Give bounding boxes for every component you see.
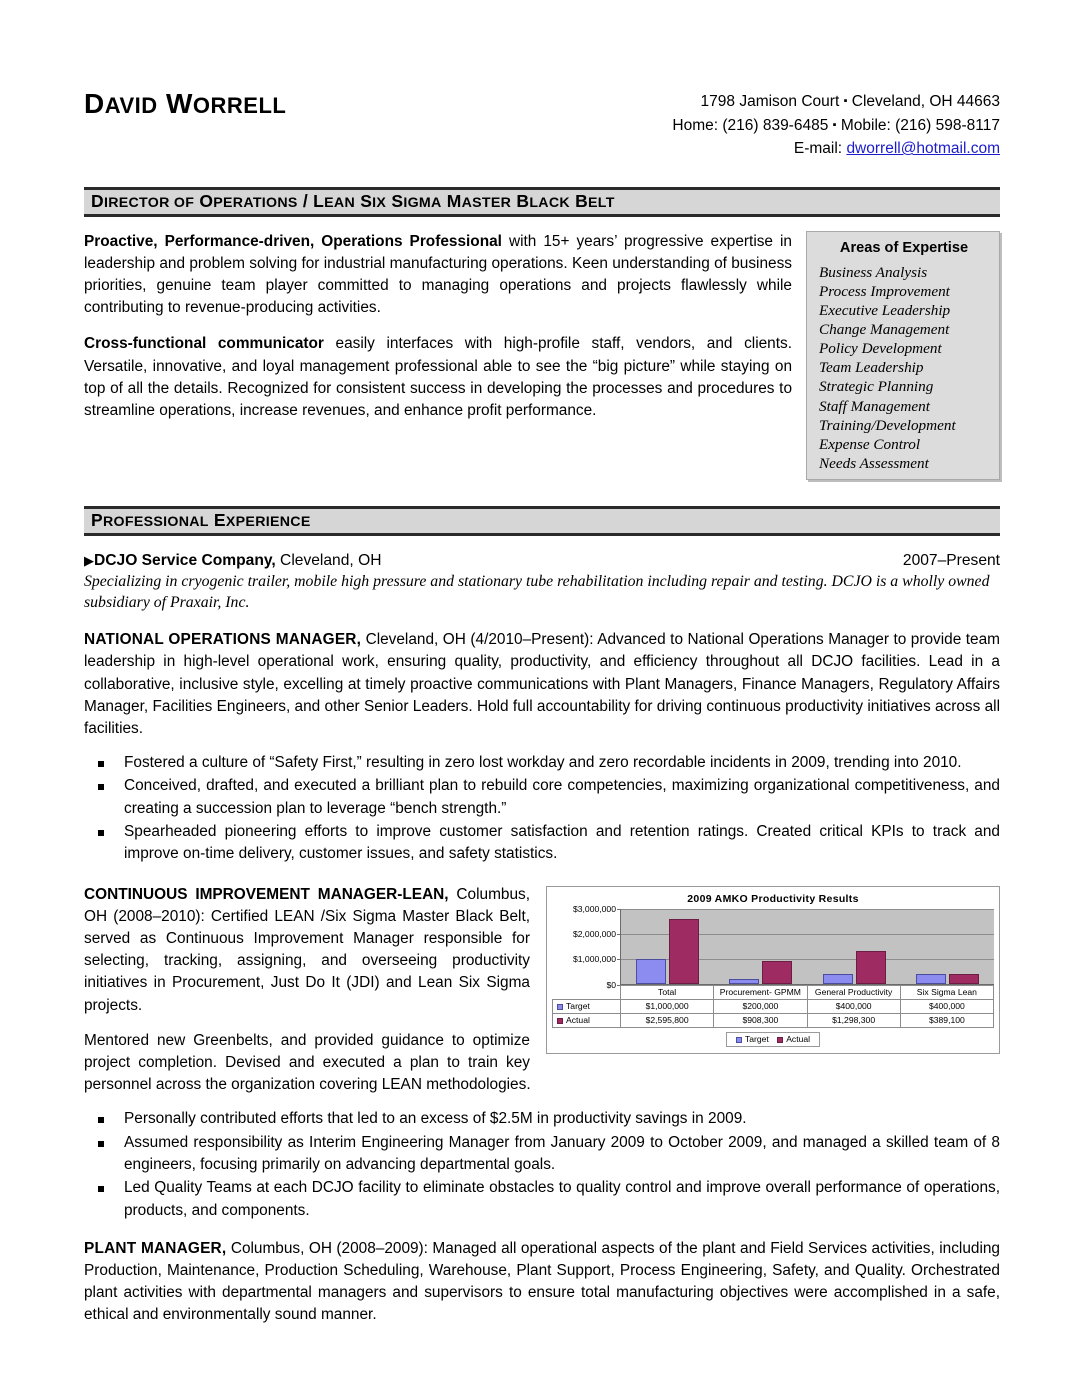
column-header: Procurement- GPMM: [714, 985, 807, 999]
areas-of-expertise-title: Areas of Expertise: [839, 239, 969, 256]
role1-bullet-list: [84, 752, 1000, 866]
bar-target: [823, 974, 853, 984]
role-body: Columbus, OH (2008–2010): Certified LEAN /Six Sigma Master Black Belt, served as Continuous Improvement Manager responsible for selecting, tracking, assigning, and overseeing productivity initiatives in Procurement, Just Do It (JDI) and Lean Six Sigma projects.: [84, 885, 531, 1014]
list-item: Expense Control: [819, 435, 921, 453]
y-tick-label: $3,000,000: [572, 903, 616, 914]
summary-p1-body: with 15+ years’ progressive expertise in leadership and problem solving for industrial manufacturing operations. Keen understanding of business priorities, genuine team player committed to managing operations and projects flawlessly while contributing to revenue-producing activities.: [84, 232, 792, 317]
contact-email-line: [672, 137, 1000, 161]
legend-label: Actual: [786, 1033, 811, 1044]
column-header: General Productivity: [807, 985, 900, 999]
table-cell: $908,300: [714, 1013, 807, 1027]
company-header: [84, 552, 1000, 570]
bullet-separator-icon: ▪: [832, 118, 837, 131]
bar-target: [636, 959, 666, 984]
list-item: Needs Assessment: [819, 455, 929, 473]
bar-target: [916, 974, 946, 984]
actual-swatch-icon: [777, 1037, 783, 1043]
chart-y-axis: [552, 903, 620, 990]
summary-paragraph-1: [84, 231, 792, 320]
target-swatch-icon: [736, 1037, 742, 1043]
bar-actual: [949, 974, 979, 984]
chart-category-group: [621, 909, 714, 984]
bar-actual: [762, 961, 792, 984]
candidate-name: DAVID WORRELL: [84, 88, 287, 119]
list-item: Team Leadership: [819, 359, 924, 377]
chart-data-table: [552, 985, 994, 1028]
role-title: PLANT MANAGER,: [84, 1239, 227, 1257]
chart-title: 2009 AMKO Productivity Results: [687, 892, 859, 905]
city-state-zip: Cleveland, OH 44663: [851, 93, 1000, 110]
resume-header: [84, 0, 1000, 161]
list-item: Process Improvement: [819, 282, 950, 300]
contact-address-line: [672, 90, 1000, 114]
areas-of-expertise-list: [819, 263, 989, 474]
chart-bars-region: [620, 909, 994, 985]
chart-legend: [552, 1032, 994, 1047]
professional-experience-text: PROFESSIONAL EXPERIENCE: [91, 510, 311, 531]
bar-target: [729, 979, 759, 984]
company-description: Specializing in cryogenic trailer, mobile high pressure and stationary tube rehabilitation including repair and testing. DCJO is a wholly owned subsidiary of Praxair, Inc.: [84, 573, 990, 611]
table-cell: $200,000: [714, 999, 807, 1013]
role-continuous-improvement-manager: [84, 884, 1000, 1097]
contact-block: [672, 90, 1000, 161]
list-item: Fostered a culture of “Safety First,” resulting in zero lost workday and zero recordable incidents in 2009, trending into 2010.: [84, 752, 1000, 774]
list-item: Policy Development: [819, 340, 942, 358]
bar-actual: [669, 919, 699, 984]
row-header-actual: [553, 1013, 621, 1027]
table-row: [553, 1013, 994, 1027]
table-cell: $1,000,000: [621, 999, 714, 1013]
role-title: NATIONAL OPERATIONS MANAGER,: [84, 631, 362, 649]
areas-of-expertise-box: [806, 231, 1000, 481]
role-title: CONTINUOUS IMPROVEMENT MANAGER-LEAN,: [84, 885, 449, 903]
actual-swatch-icon: [557, 1018, 563, 1024]
company-location: Cleveland, OH: [275, 552, 382, 570]
role-body: Columbus, OH (2008–2009): Managed all operational aspects of the plant and Field Services activities, including Production, Maintenance, Production Scheduling, Warehouse, Plant Support, Process Engineering, Safety, and Quality. Orchestrated plant activities with departmental managers and supervisors to ensure total manufacturing objectives were accomplished in a safe, ethical and environmentally sound manner.: [84, 1239, 1000, 1324]
summary-p2-body: easily interfaces with high-profile staff, vendors, and clients. Versatile, innovative, and loyal management professional able to see the “big picture” while staying on top of all the details. Recognized for consistent success in developing the processes and procedures to streamline operations, increase revenues, and enhance profit performance.: [84, 335, 792, 419]
street-address: 1798 Jamison Court: [700, 93, 840, 110]
resume-content: [84, 0, 1000, 1327]
headline-bar: [84, 187, 1000, 217]
table-cell: $389,100: [900, 1013, 993, 1027]
series-name: Actual: [566, 1014, 590, 1025]
row-header-target: [553, 999, 621, 1013]
role-national-operations-manager: [84, 629, 1000, 740]
list-item: Business Analysis: [819, 263, 928, 281]
list-item: Spearheaded pioneering efforts to improve customer satisfaction and retention ratings. Created critical KPIs to track and improve on-time delivery, customer issues, and safety statistics.: [84, 821, 1000, 866]
table-cell: $400,000: [807, 999, 900, 1013]
series-name: Target: [566, 1000, 590, 1011]
list-item: Staff Management: [819, 397, 930, 415]
headline-text: DIRECTOR OF OPERATIONS / LEAN SIX SIGMA MASTER BLACK BELT: [91, 190, 615, 211]
chart-plot-area: [552, 903, 994, 990]
summary-section: [84, 231, 1000, 481]
column-header: Total: [621, 985, 714, 999]
home-phone: Home: (216) 839-6485: [672, 116, 829, 134]
mobile-phone: Mobile: (216) 598-8117: [840, 116, 1000, 134]
chart-category-group: [808, 909, 901, 984]
role-plant-manager: [84, 1238, 1000, 1327]
role-body: Cleveland, OH (4/2010–Present): Advanced to National Operations Manager to provide team leadership in high-level operational work, ensuring quality, productivity, and efficiency throughout all DCJO facilities. Lead in a collaborative, inclusive style, excelling at timely proactive communications with Plant Managers, Finance Managers, Regulatory Affairs Manager, Facilities Engineers, and other Senior Leaders. Hold full accountability for driving continuous productivity initiatives across all facilities.: [84, 631, 1000, 737]
list-item: Executive Leadership: [819, 301, 951, 319]
y-tick-label: $2,000,000: [572, 929, 616, 940]
legend-entry-actual: [777, 1034, 810, 1044]
contact-phone-line: [672, 114, 1000, 138]
y-tick-label: $0: [606, 979, 616, 990]
summary-paragraph-2: [84, 333, 792, 422]
list-item: Personally contributed efforts that led to an excess of $2.5M in productivity savings in 2009.: [84, 1108, 1000, 1130]
target-swatch-icon: [557, 1004, 563, 1010]
company-name-location: [84, 552, 381, 570]
email-label: E-mail:: [793, 140, 843, 158]
chart-category-group: [714, 909, 807, 984]
bullet-separator-icon: ▪: [843, 95, 848, 107]
summary-paragraphs: [84, 231, 806, 481]
bar-actual: [856, 951, 886, 983]
productivity-chart: [546, 886, 1000, 1054]
company-dates: 2007–Present: [902, 552, 1000, 570]
column-header: Six Sigma Lean: [900, 985, 993, 999]
list-item: Strategic Planning: [819, 378, 934, 396]
y-tick-label: $1,000,000: [572, 954, 616, 965]
role2-bullet-list: [84, 1108, 1000, 1222]
summary-p1-lead: Proactive, Performance-driven, Operations Professional: [84, 232, 502, 250]
legend-label: Target: [744, 1033, 769, 1044]
chart-legend-box: [726, 1032, 820, 1047]
table-cell: $400,000: [900, 999, 993, 1013]
company-name: DCJO Service Company,: [94, 552, 276, 570]
summary-p2-lead: Cross-functional communicator: [84, 335, 324, 353]
email-link[interactable]: dworrell@hotmail.com: [846, 140, 1000, 158]
table-cell: $2,595,800: [621, 1013, 714, 1027]
professional-experience-bar: [84, 506, 1000, 536]
chart-category-group: [901, 909, 994, 984]
table-cell: $1,298,300: [807, 1013, 900, 1027]
triangle-right-icon: ▶: [84, 553, 94, 569]
list-item: Led Quality Teams at each DCJO facility to eliminate obstacles to quality control and improve overall performance of operations, products, and components.: [84, 1177, 1000, 1222]
list-item: Conceived, drafted, and executed a brilliant plan to rebuild core competencies, maximizing organizational competitiveness, and creating a succession plan to leverage “bench strength.”: [84, 775, 1000, 820]
table-row: [553, 985, 994, 999]
role2-paragraph-2: Mentored new Greenbelts, and provided guidance to optimize project completion. Devised and executed a plan to train key personnel across the organization covering LEAN methodologies.: [84, 1031, 531, 1094]
list-item: Training/Development: [819, 416, 956, 434]
list-item: Assumed responsibility as Interim Engineering Manager from January 2009 to October 2009, and managed a skilled team of 8 engineers, focusing primarily on advancing departmental goals.: [84, 1132, 1000, 1177]
table-row: [553, 999, 994, 1013]
list-item: Change Management: [819, 321, 950, 339]
legend-entry-target: [736, 1034, 769, 1044]
